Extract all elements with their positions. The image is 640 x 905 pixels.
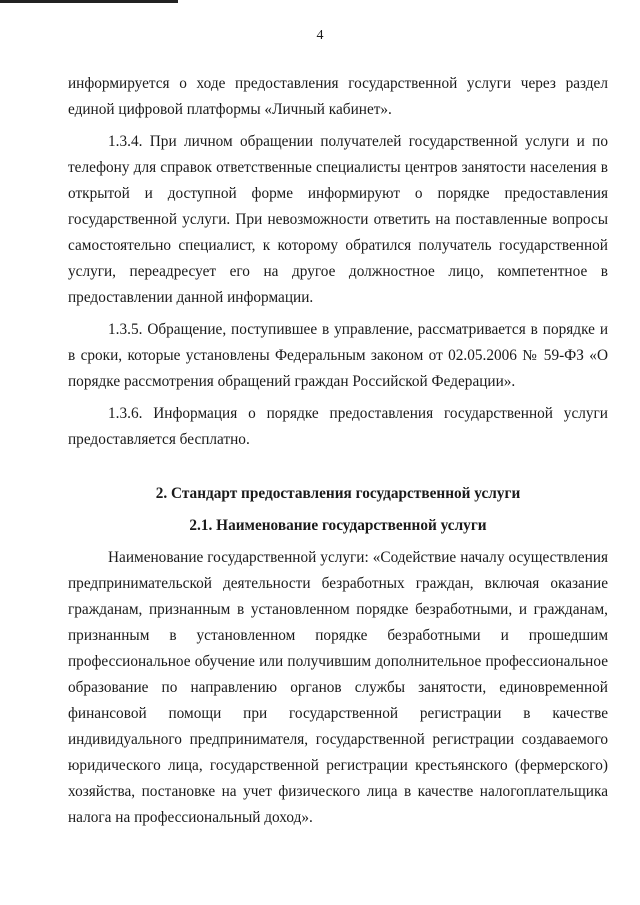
paragraph-1-3-5: 1.3.5. Обращение, поступившее в управление, рассматривается в порядке и в сроки, которые установлены Федеральным законом от 02.05.2006 № 59-ФЗ «О порядке рассмотрения обращений граждан Российской Федерации». — [68, 321, 608, 390]
scan-edge-mark — [0, 0, 178, 3]
section-heading: 2. Стандарт предоставления государственной услуги — [155, 485, 521, 502]
paragraph-service-name: Наименование государственной услуги: «Содействие началу осуществления предпринимательской деятельности безработных граждан, включая оказание гражданам, признанным в установленном порядке безработными, и гражданам, признанным в установленном порядке безработными и прошедшим профессиональное обучение или получившим дополнительное профессиональное образование по направлению органов службы занятости, единовременной финансовой помощи при государственной регистрации в качестве индивидуального предпринимателя, государственной регистрации создаваемого юридического лица, государственной регистрации крестьянского (фермерского) хозяйства, постановке на учет физического лица в качестве налогоплательщика налога на профессиональный доход». — [68, 549, 608, 826]
paragraph-continuation: информируется о ходе предоставления государственной услуги через раздел единой цифровой платформы «Личный кабинет». — [68, 75, 608, 118]
page-number: 4 — [316, 28, 324, 43]
subsection-heading: 2.1. Наименование государственной услуги — [189, 517, 487, 534]
document-body — [68, 71, 608, 831]
paragraph-1-3-4: 1.3.4. При личном обращении получателей государственной услуги и по телефону для справок ответственные специалисты центров занятости населения в открытой и доступной форме информируют о порядке предоставления государственной услуги. При невозможности ответить на поставленные вопросы самостоятельно специалист, к которому обратился получатель государственной услуги, переадресует его на другое должностное лицо, компетентное в предоставлении данной информации. — [68, 133, 608, 306]
paragraph-1-3-6: 1.3.6. Информация о порядке предоставления государственной услуги предоставляется бесплатно. — [68, 405, 608, 448]
